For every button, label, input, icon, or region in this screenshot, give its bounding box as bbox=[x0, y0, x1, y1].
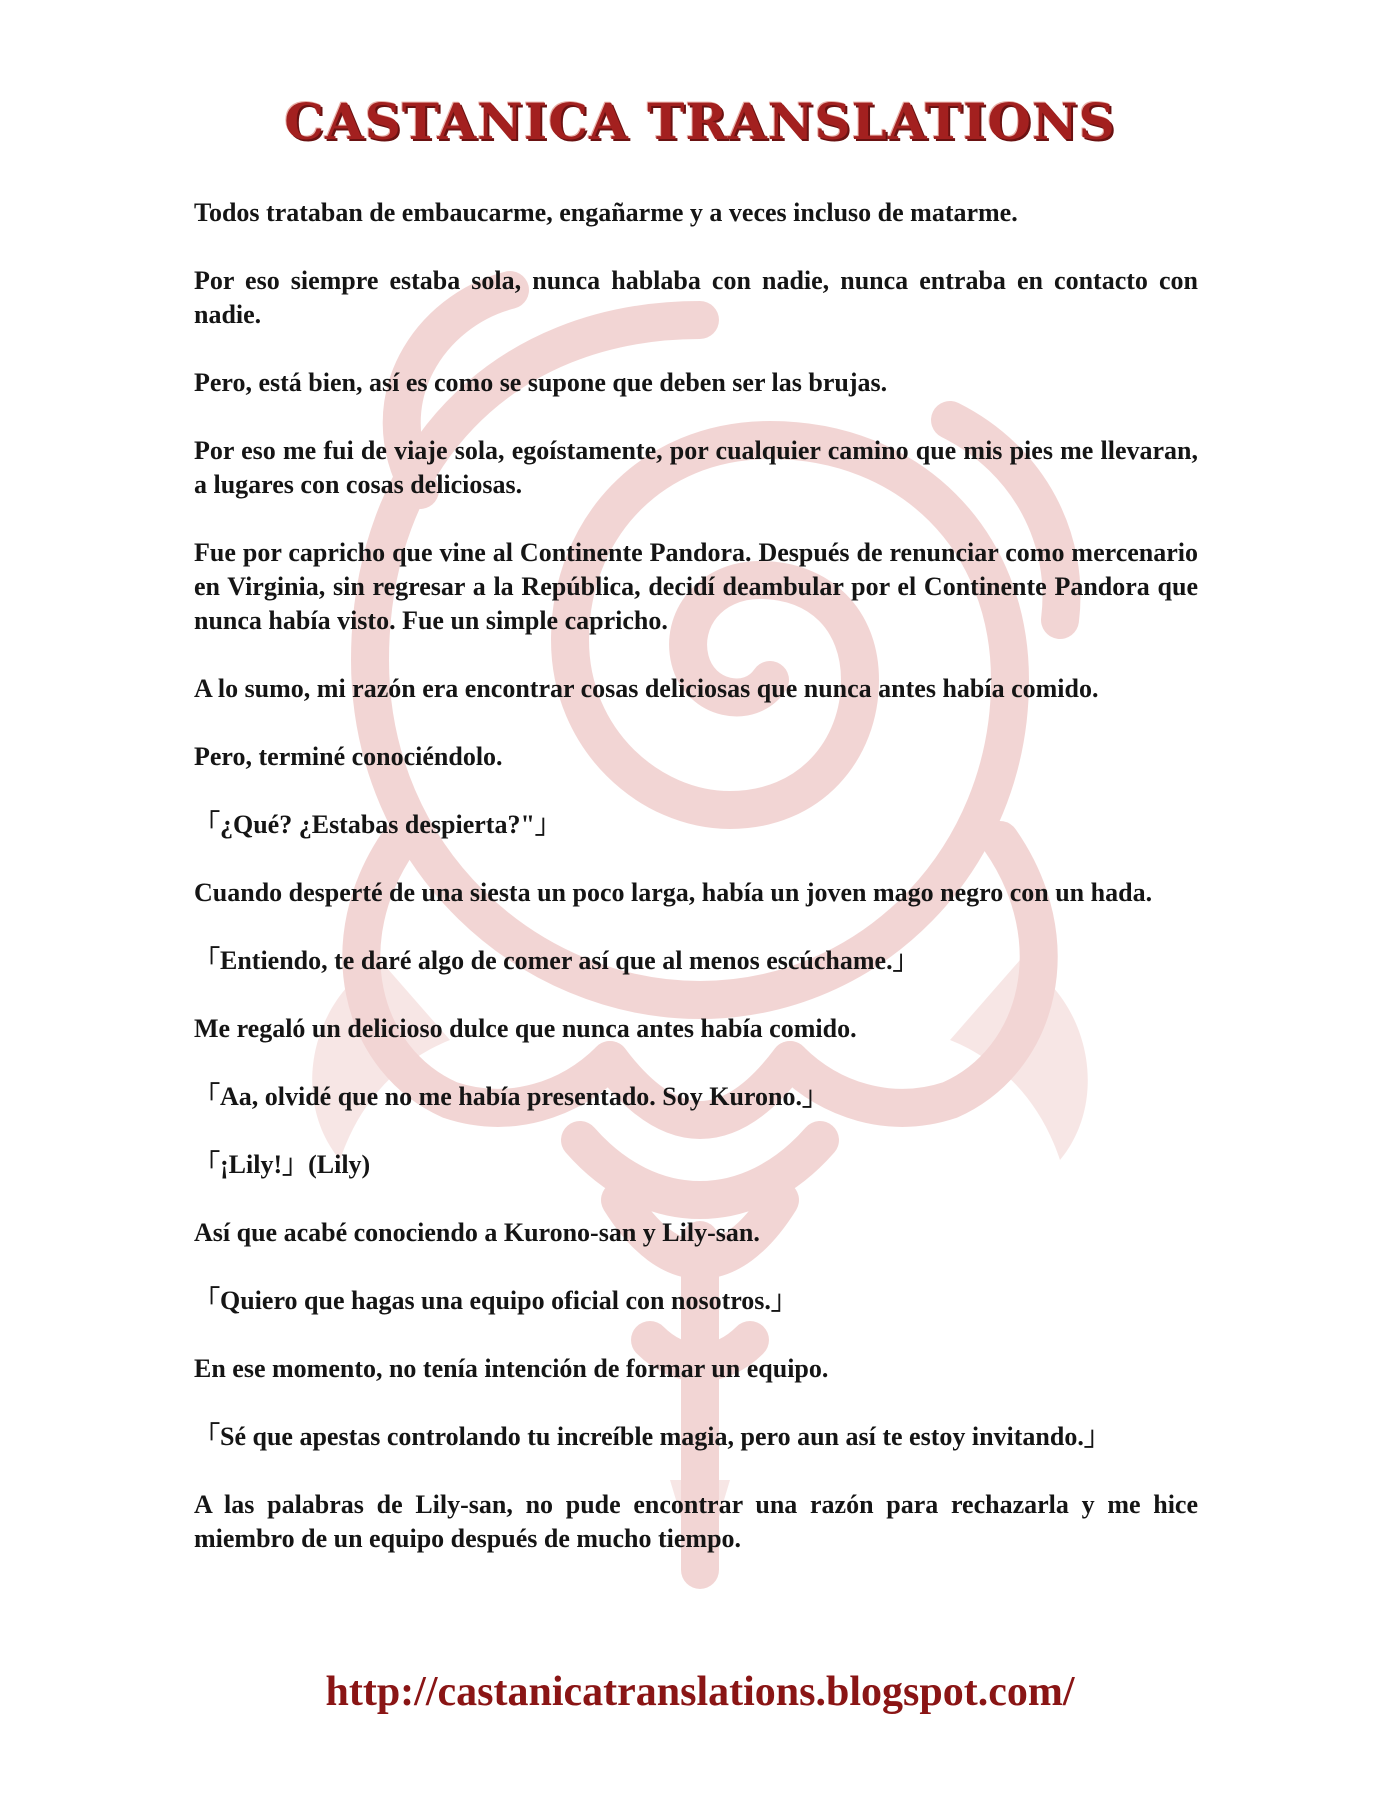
dialogue-line: 「Quiero que hagas una equipo oficial con nosotros.」 bbox=[194, 1286, 797, 1315]
paragraph: Así que acabé conociendo a Kurono-san y Lily-san. bbox=[194, 1218, 760, 1247]
header bbox=[0, 92, 1400, 151]
paragraph: Por eso me fui de viaje sola, egoístamente, por cualquier camino que mis pies me llevaran, a lugares con cosas deliciosas. bbox=[194, 436, 1198, 499]
paragraph: Por eso siempre estaba sola, nunca hablaba con nadie, nunca entraba en contacto con nadie. bbox=[194, 266, 1198, 329]
paragraph: A lo sumo, mi razón era encontrar cosas deliciosas que nunca antes había comido. bbox=[194, 674, 1099, 703]
dialogue-line: 「¿Qué? ¿Estabas despierta?"」 bbox=[194, 810, 561, 839]
dialogue-line: 「¡Lily!」(Lily) bbox=[194, 1150, 371, 1179]
dialogue-line: 「Entiendo, te daré algo de comer así que al menos escúchame.」 bbox=[194, 946, 919, 975]
paragraph: Fue por capricho que vine al Continente Pandora. Después de renunciar como mercenario en Virginia, sin regresar a la República, decidí deambular por el Continente Pandora que nunca había visto. Fue un simple capricho. bbox=[194, 538, 1198, 635]
paragraph: Cuando desperté de una siesta un poco larga, había un joven mago negro con un hada. bbox=[194, 878, 1153, 907]
paragraph: Todos trataban de embaucarme, engañarme y a veces incluso de matarme. bbox=[194, 198, 1018, 227]
paragraph: A las palabras de Lily-san, no pude encontrar una razón para rechazarla y me hice miembro de un equipo después de mucho tiempo. bbox=[194, 1490, 1198, 1553]
paragraph: Me regaló un delicioso dulce que nunca antes había comido. bbox=[194, 1014, 857, 1043]
footer bbox=[0, 1668, 1400, 1716]
blog-url-link[interactable]: http://castanicatranslations.blogspot.com/ bbox=[325, 1669, 1075, 1715]
paragraph: En ese momento, no tenía intención de formar un equipo. bbox=[194, 1354, 829, 1383]
document-body bbox=[194, 196, 1198, 1590]
dialogue-line: 「Aa, olvidé que no me había presentado. Soy Kurono.」 bbox=[194, 1082, 828, 1111]
paragraph: Pero, terminé conociéndolo. bbox=[194, 742, 503, 771]
paragraph: Pero, está bien, así es como se supone que deben ser las brujas. bbox=[194, 368, 888, 397]
dialogue-line: 「Sé que apestas controlando tu increíble magia, pero aun así te estoy invitando.」 bbox=[194, 1422, 1110, 1451]
page-title: CASTANICA TRANSLATIONS bbox=[284, 92, 1116, 151]
